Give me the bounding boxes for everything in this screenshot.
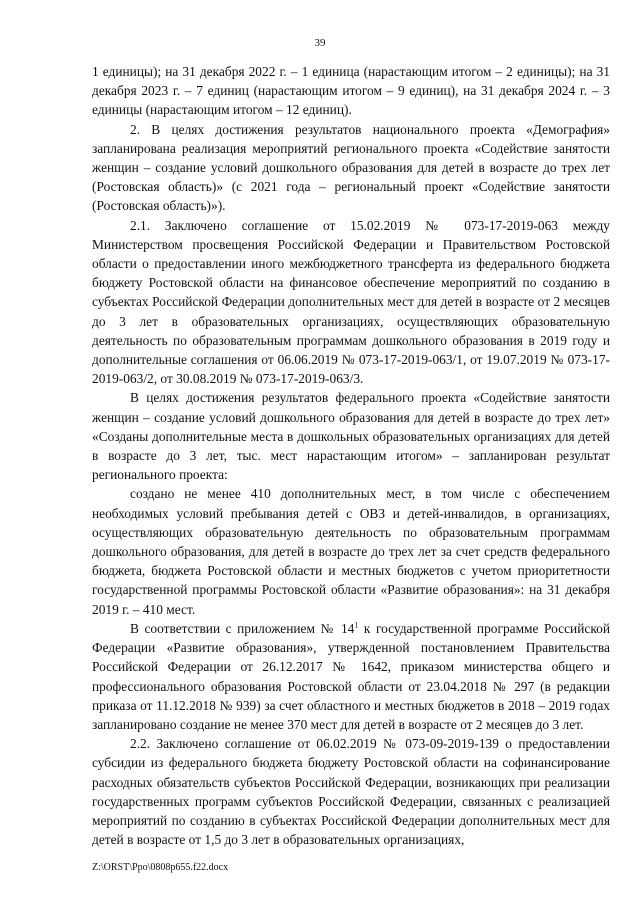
paragraph-appendix-14 bbox=[92, 619, 610, 734]
paragraph-federal-project-goal: В целях достижения результатов федерального проекта «Содействие занятости женщин – создание условий дошкольного образования для детей в возрасте до трех лет» «Созданы дополнительные места в дошкольных образовательных организациях для детей в возрасте до 3 лет, тыс. мест нарастающим итогом» – запланирован результат регионального проекта: bbox=[92, 390, 610, 483]
paragraph-agreement-2-1: 2.1. Заключено соглашение от 15.02.2019 № 073-17-2019-063 между Министерством просвещения Российской Федерации и Правительством Ростовской области о предоставлении иного межбюджетного трансферта из федерального бюджета бюджету Ростовской области на финансовое обеспечение мероприятий по созданию в субъектах Российской Федерации дополнительных мест для детей в возрасте от 2 месяцев до 3 лет в образовательных организациях, осуществляющих образовательную деятельность по образовательным программам дошкольного образования в 2019 году и дополнительные соглашения от 06.06.2019 № 073-17-2019-063/1, от 19.07.2019 № 073-17-2019-063/2, от 30.08.2019 № 073-17-2019-063/3. bbox=[92, 217, 610, 387]
paragraph-agreement-2-2: 2.2. Заключено соглашение от 06.02.2019 № 073-09-2019-139 о предоставлении субсидии из федерального бюджета бюджету Ростовской области на софинансирование расходных обязательств субъектов Российской Федерации, возникающих при реализации государственных программ субъектов Российской Федерации, связанных с реализацией мероприятий по созданию в субъектах Российской Федерации дополнительных мест для детей в возрасте от 1,5 до 3 лет в образовательных организациях, bbox=[92, 736, 610, 848]
paragraph-national-project: 2. В целях достижения результатов национального проекта «Демография» запланирована реализация мероприятий регионального проекта «Содействие занятости женщин – создание условий дошкольного образования для детей в возрасте до трех лет (Ростовская область)» (с 2021 года – региональный проект «Содействие занятости (Ростовская область)»). bbox=[92, 121, 610, 214]
appendix-text-after: к государственной программе Российской Федерации «Развитие образования», утвержденной постановлением Правительства Российской Федерации от 26.12.2017 № 1642, приказом министерства общего и профессионального образования Ростовской области от 23.04.2018 № 297 (в редакции приказа от 11.12.2018 № 939) за счет областного и местных бюджетов в 2018 – 2019 годах запланировано создание не менее 370 мест для детей в возрасте от 2 месяцев до 3 лет. bbox=[92, 620, 611, 732]
footnote-marker: 1 bbox=[354, 620, 359, 630]
footer-file-path: Z:\ORST\Ppo\0808p655.f22.docx bbox=[92, 862, 229, 873]
page-number: 39 bbox=[314, 37, 326, 49]
paragraph-continuation: 1 единицы); на 31 декабря 2022 г. – 1 единица (нарастающим итогом – 2 единицы); на 31 декабря 2023 г. – 7 единиц (нарастающим итогом – 9 единиц), на 31 декабря 2024 г. – 3 единицы (нарастающим итогом – 12 единиц). bbox=[92, 64, 610, 118]
document-body bbox=[92, 62, 610, 849]
appendix-text-before: В соответствии с приложением № 14 bbox=[130, 620, 355, 636]
paragraph-created-places: создано не менее 410 дополнительных мест, в том числе с обеспечением необходимых условий пребывания детей с ОВЗ и детей-инвалидов, в организациях, осуществляющих образовательную деятельность по образовательным программам дошкольного образования, для детей в возрасте до трех лет за счет средств федерального бюджета, бюджета Ростовской области и местных бюджетов с учетом приоритетности государственной программы Ростовской области «Развитие образования»: на 31 декабря 2019 г. – 410 мест. bbox=[92, 486, 610, 617]
